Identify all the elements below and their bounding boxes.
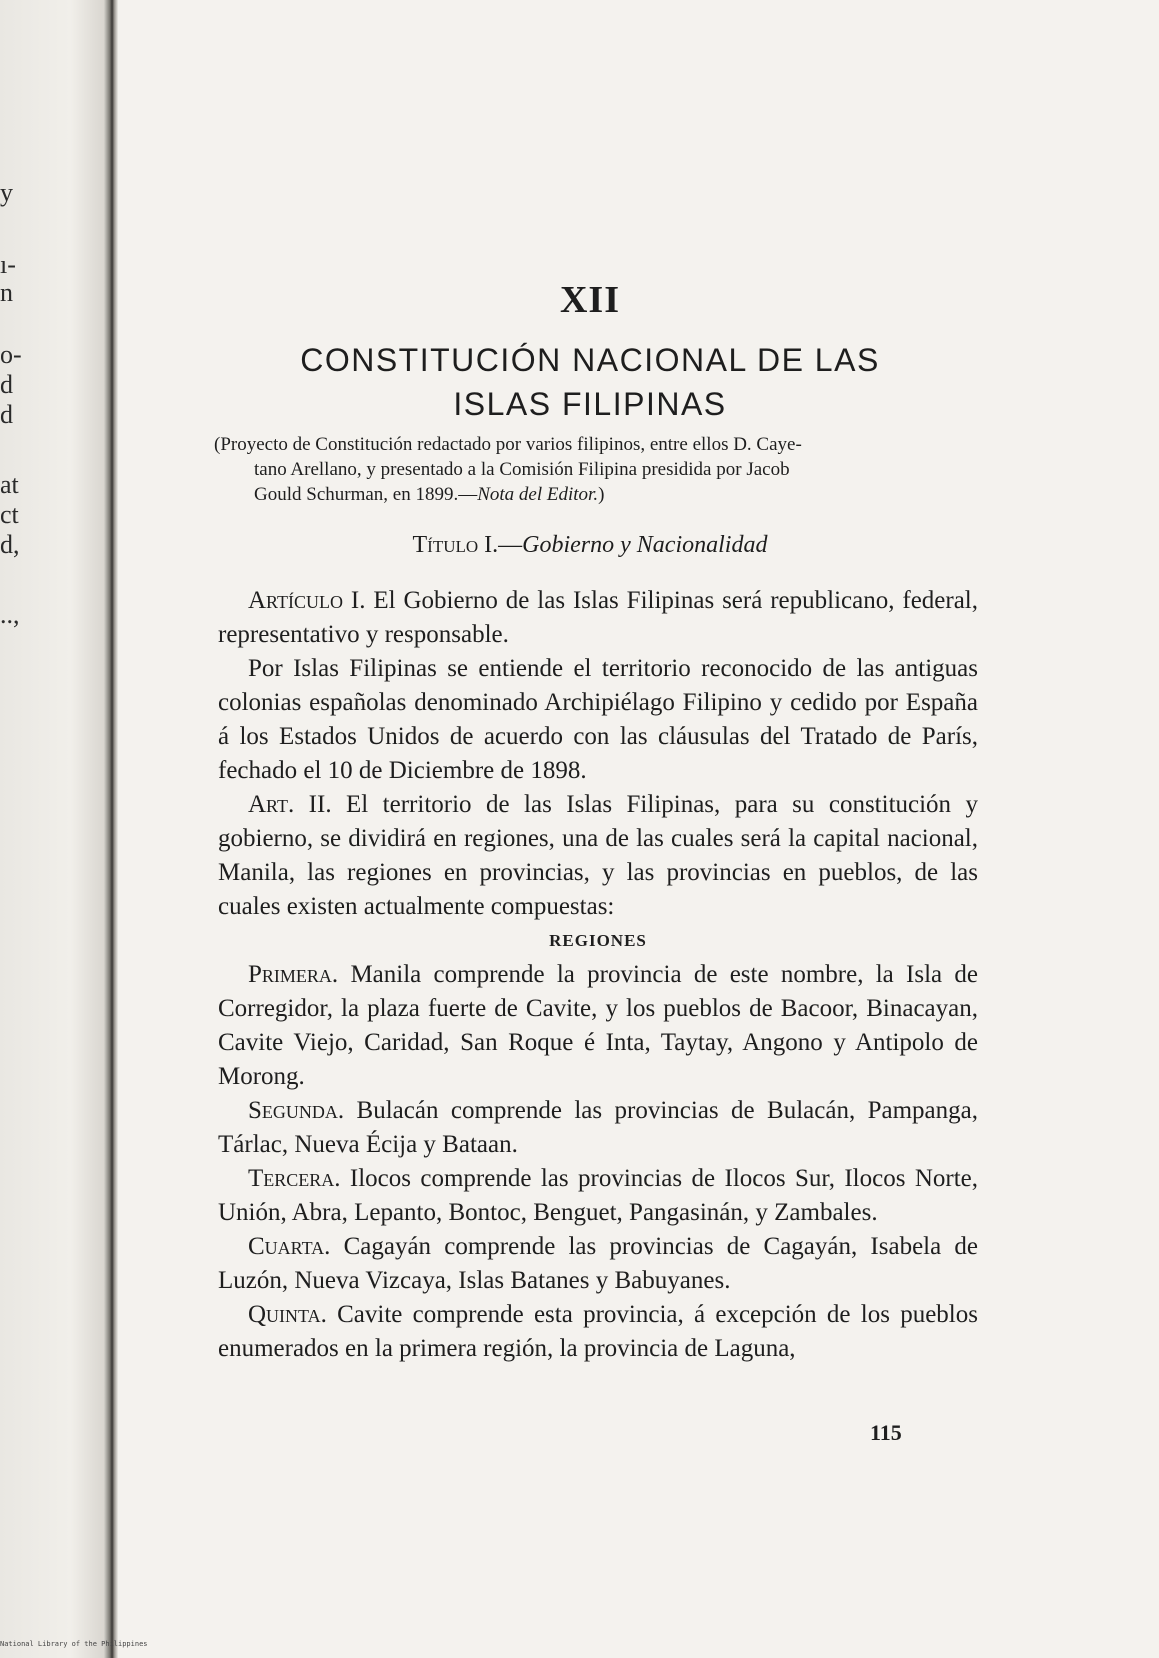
article-paragraph: Art. II. El territorio de las Islas Filipinas, para su constitución y gobierno, se dividirá en regiones, una de las cuales será la capital nacional, Manila, las regiones en provincias, y las provincias en pueblos, de las cuales existen actualmente compuestas: xyxy=(218,791,979,920)
titulo-heading xyxy=(200,532,980,559)
titulo-subject: Gobierno y Nacionalidad xyxy=(522,532,768,558)
fragment: d xyxy=(0,370,13,399)
facing-page-fragments xyxy=(0,0,40,1658)
article-paragraph: Artículo I. El Gobierno de las Islas Filipinas será republicano, federal, representativo y responsable. xyxy=(218,587,979,648)
page-number: 115 xyxy=(870,1420,902,1445)
fragment: y xyxy=(0,178,13,207)
region-paragraph: Segunda. Bulacán comprende las provincias de Bulacán, Pampanga, Tárlac, Nueva Écija y Bataan. xyxy=(218,1097,978,1158)
region-label: Tercera. xyxy=(248,1165,341,1192)
chapter-title-line2: ISLAS FILIPINAS xyxy=(453,386,727,422)
fragment: ı- xyxy=(0,250,16,279)
fragment: d, xyxy=(0,530,20,559)
fragment: n xyxy=(0,278,13,307)
note-editor: Nota del Editor. xyxy=(477,484,599,505)
article-label: Art. II. xyxy=(248,791,332,818)
document-page xyxy=(200,0,1060,1658)
region-paragraph: Primera. Manila comprende la provincia de este nombre, la Isla de Corregidor, la plaza fuerte de Cavite, y los pueblos de Bacoor, Binacayan, Cavite Viejo, Caridad, San Roque é Inta, Taytay, Angono y Antipolo de Morong. xyxy=(218,961,978,1090)
note-line1: (Proyecto de Constitución redactado por varios filipinos, entre ellos D. Caye- xyxy=(214,434,802,455)
note-line3: Gould Schurman, en 1899.—Nota del Editor.) xyxy=(254,484,605,505)
fragment: d xyxy=(0,400,13,429)
region-label: Primera. xyxy=(248,961,339,988)
scan-footer: National Library of the Philippines xyxy=(0,1640,148,1648)
chapter-title xyxy=(200,338,980,426)
chapter-number: XII xyxy=(559,279,621,321)
editor-note xyxy=(214,432,974,507)
region-paragraph: Tercera. Ilocos comprende las provincias de Ilocos Sur, Ilocos Norte, Unión, Abra, Lepanto, Bontoc, Benguet, Pangasinán, y Zambales. xyxy=(218,1165,978,1226)
region-label: Quinta. xyxy=(248,1301,327,1328)
titulo-label: Título I.— xyxy=(412,532,523,558)
fragment: o- xyxy=(0,340,22,369)
region-label: Segunda. xyxy=(248,1097,345,1124)
article-paragraph: Por Islas Filipinas se entiende el territorio reconocido de las antiguas colonias españolas denominado Archipiélago Filipino y cedido por España á los Estados Unidos de acuerdo con las cláusulas del Tratado de París, fechado el 10 de Diciembre de 1898. xyxy=(218,655,978,784)
region-paragraph: Cuarta. Cagayán comprende las provincias de Cagayán, Isabela de Luzón, Nueva Vizcaya, Islas Batanes y Babuyanes. xyxy=(218,1233,978,1294)
note-line2: tano Arellano, y presentado a la Comisión Filipina presidida por Jacob xyxy=(254,459,790,480)
chapter-title-line1: CONSTITUCIÓN NACIONAL DE LAS xyxy=(300,342,880,378)
fragment: .., xyxy=(0,600,20,629)
article-label: Artículo I. xyxy=(248,587,366,614)
section-heading: REGIONES xyxy=(549,931,647,950)
body-text xyxy=(218,584,978,1366)
fragment: ct xyxy=(0,500,19,529)
fragment: at xyxy=(0,470,19,499)
region-paragraph: Quinta. Cavite comprende esta provincia, á excepción de los pueblos enumerados en la primera región, la provincia de Laguna, xyxy=(218,1301,978,1362)
region-label: Cuarta. xyxy=(248,1233,331,1260)
